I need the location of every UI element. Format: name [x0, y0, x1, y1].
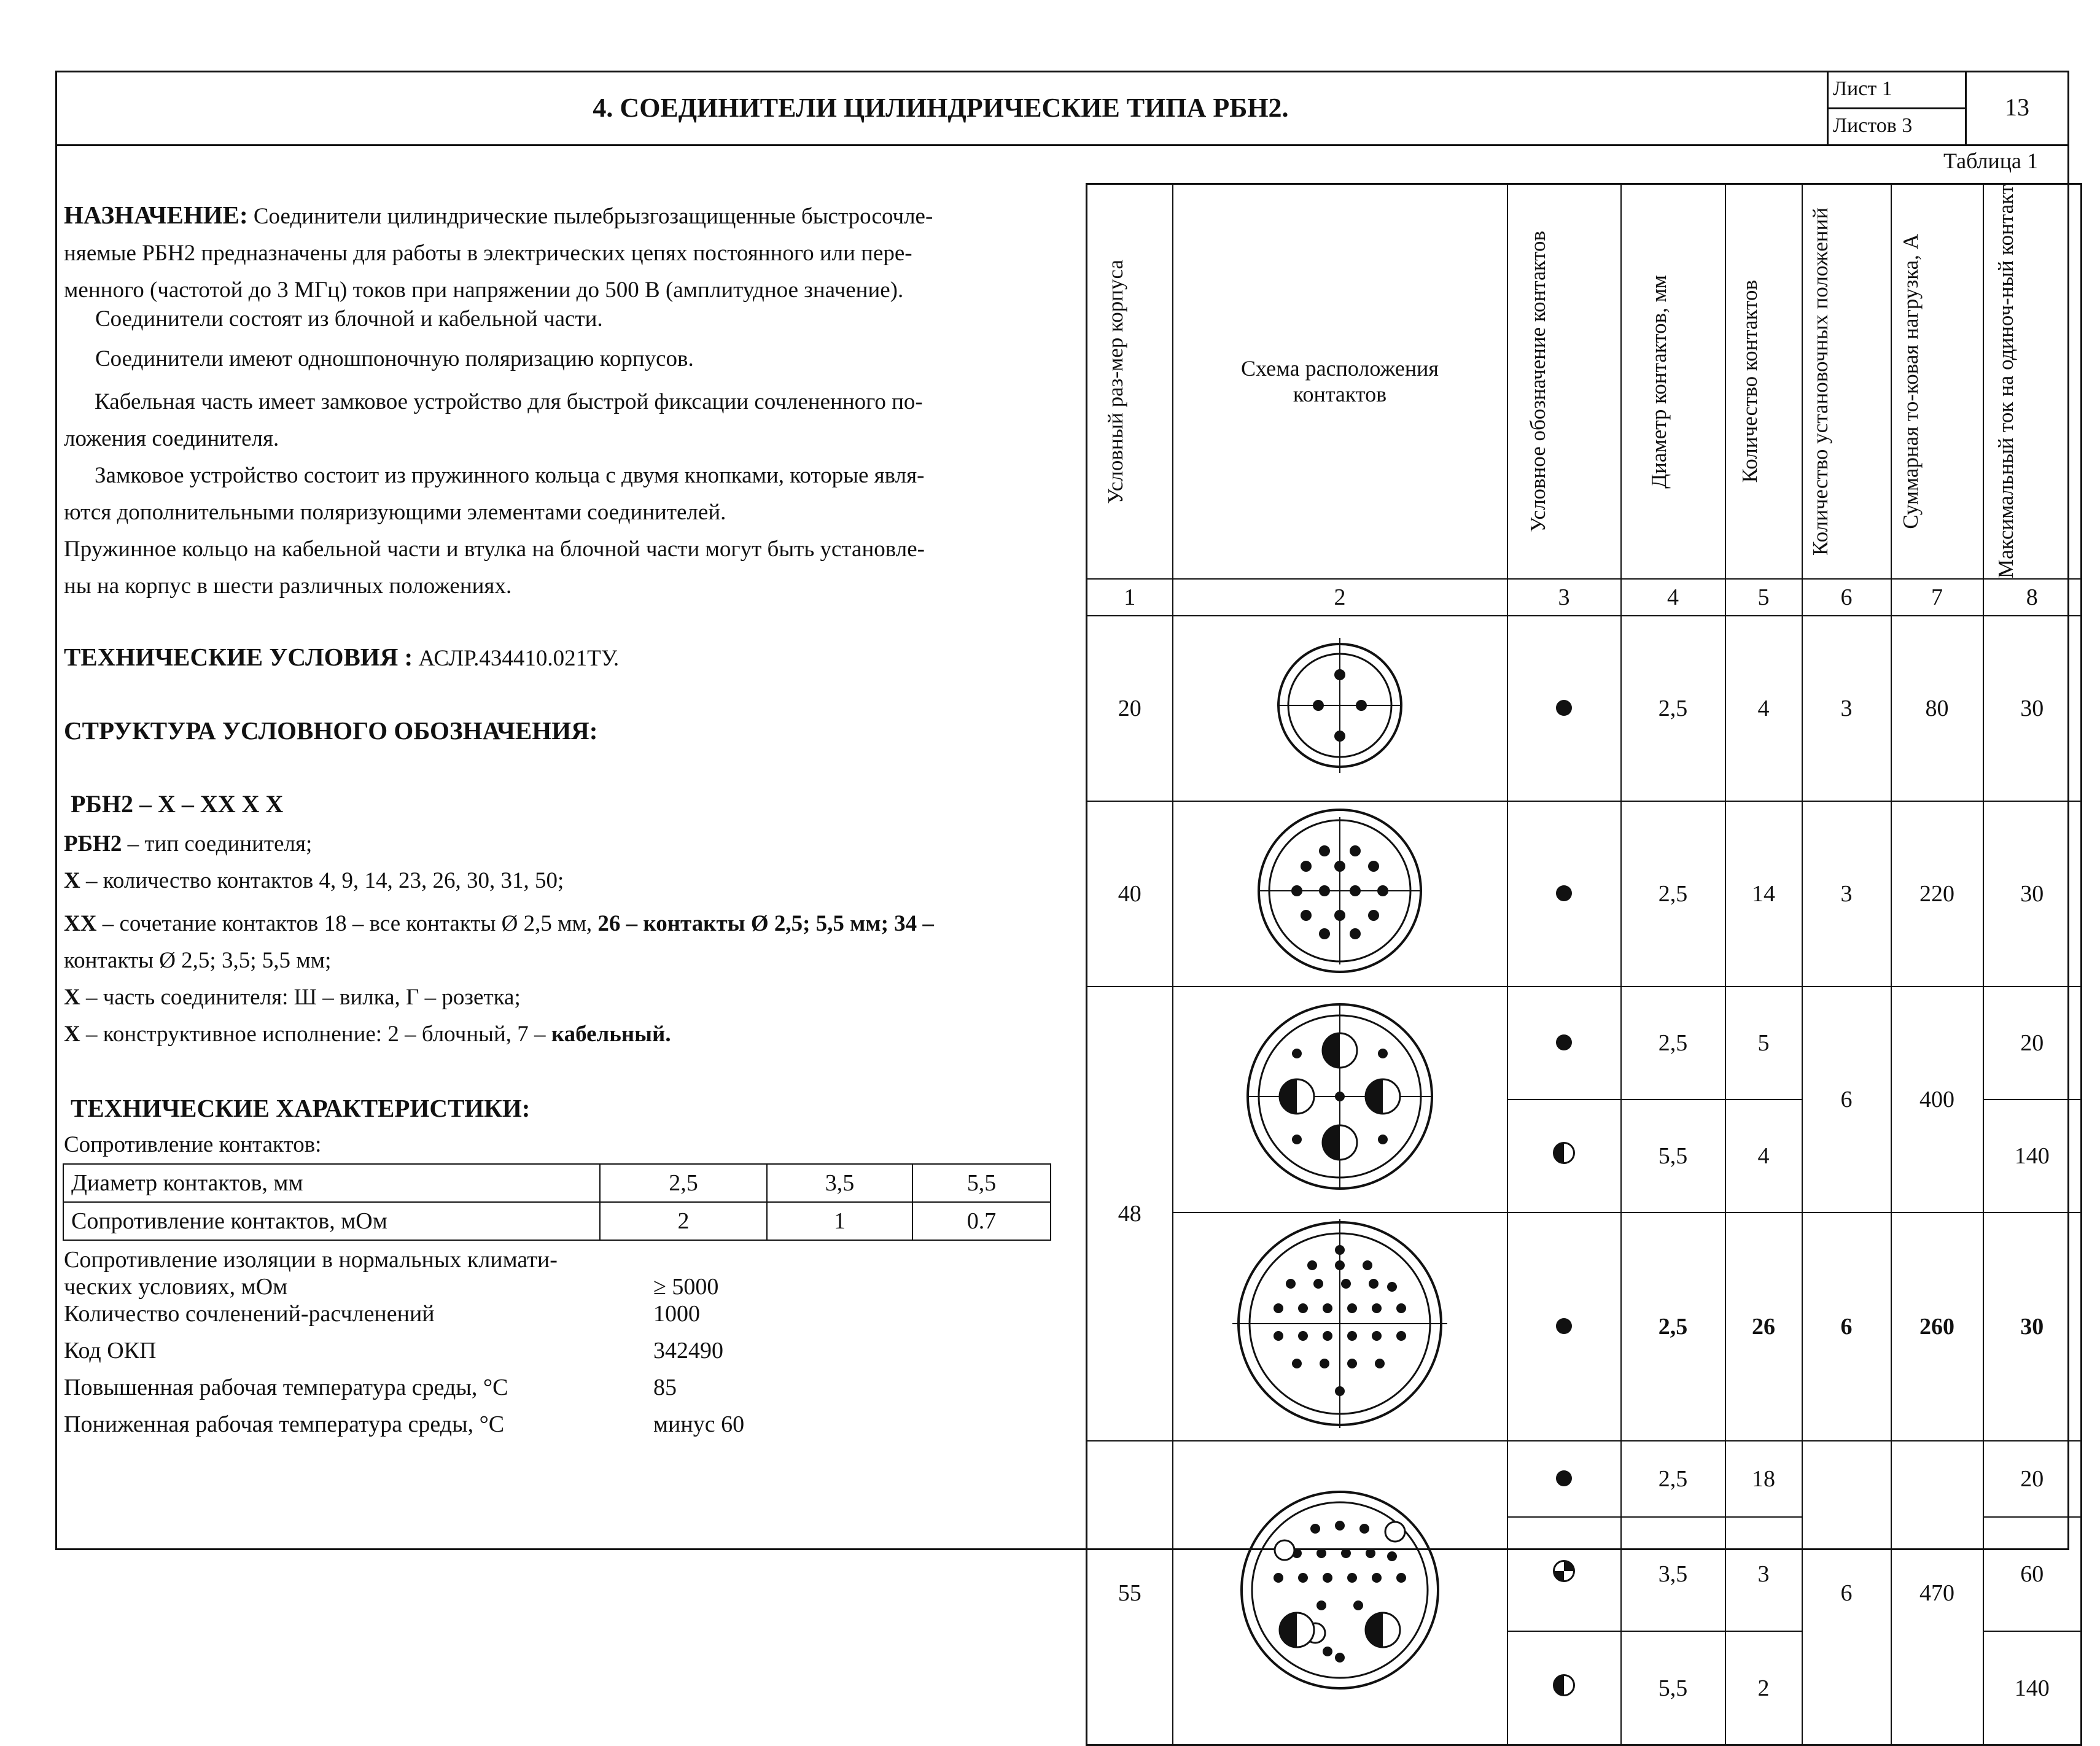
- contact-scheme: [1173, 801, 1507, 987]
- designation-item: [64, 863, 1046, 899]
- purpose-line: няемые РБН2 предназначены для работы в электрических цепях постоянного или пере-: [64, 241, 912, 266]
- column-number: 4: [1621, 579, 1725, 616]
- column-header: Количество контактов: [1737, 280, 1762, 483]
- contact-resistance-label: Сопротивление контактов:: [64, 1132, 322, 1157]
- column-number: 1: [1087, 579, 1173, 616]
- table-cell: 0.7: [912, 1202, 1051, 1240]
- table-header-row: [1087, 184, 2082, 579]
- paragraph: Соединители имеют одношпоночную поляризацию корпусов.: [95, 346, 694, 371]
- diam-cell: 2,5: [1621, 1441, 1725, 1517]
- diam-cell: 3,5: [1621, 1517, 1725, 1631]
- purpose-heading: НАЗНАЧЕНИЕ:: [64, 201, 248, 229]
- count-cell: 14: [1725, 801, 1802, 987]
- paragraph: Соединители состоят из блочной и кабельной части.: [95, 306, 603, 332]
- designation-code: РБН2 – Х – ХХ Х Х: [71, 790, 284, 818]
- quarter-filled-contact-icon: [1553, 1560, 1575, 1582]
- contact-symbol-icon: [1556, 1318, 1572, 1334]
- designation-text: – конструктивное исполнение: 2 – блочный, 7 –: [80, 1022, 546, 1047]
- purpose-block: [64, 196, 1046, 309]
- contact-scheme: [1173, 616, 1507, 801]
- structure-heading: СТРУКТУРА УСЛОВНОГО ОБОЗНАЧЕНИЯ:: [64, 716, 598, 745]
- paragraph: [64, 384, 1046, 457]
- document-title: 4. СОЕДИНИТЕЛИ ЦИЛИНДРИЧЕСКИЕ ТИПА РБН2.: [593, 92, 1289, 123]
- positions-cell: 3: [1802, 616, 1891, 801]
- paragraph-line: ложения соединителя.: [64, 426, 279, 451]
- designation-key: Х: [64, 1022, 80, 1047]
- designation-text: контакты Ø 2,5; 3,5; 5,5 мм;: [64, 948, 332, 973]
- half-filled-contact-icon: [1553, 1142, 1575, 1164]
- scheme-4-contacts: [1272, 638, 1407, 773]
- max-cell: 140: [1983, 1631, 2082, 1745]
- load-cell: 400: [1891, 987, 1983, 1212]
- contact-symbol-icon: [1556, 700, 1572, 716]
- scheme-9-contacts: [1242, 992, 1438, 1201]
- column-number-row: [1087, 579, 2082, 616]
- positions-cell: 6: [1802, 1212, 1891, 1441]
- max-cell: 30: [1983, 801, 2082, 987]
- table-row: [63, 1202, 1051, 1240]
- designation-item: [64, 1016, 1046, 1053]
- count-cell: 26: [1725, 1212, 1802, 1441]
- count-cell: 3: [1725, 1517, 1802, 1631]
- table-cell: Диаметр контактов, мм: [63, 1164, 600, 1202]
- spec-value: минус 60: [653, 1411, 745, 1437]
- designation-text-bold: 26 – контакты Ø 2,5; 5,5 мм; 34 –: [592, 911, 934, 936]
- table-row: [1087, 987, 2082, 1100]
- diam-cell: 2,5: [1621, 987, 1725, 1100]
- designation-text: – часть соединителя: Ш – вилка, Г – розетка;: [80, 985, 521, 1010]
- max-cell: 60: [1983, 1517, 2082, 1631]
- spec-row: [64, 1246, 985, 1300]
- paragraph: [64, 457, 1046, 531]
- designation-item: [64, 979, 1046, 1016]
- column-header: Количество установочных положений: [1808, 207, 1832, 556]
- contact-symbol-icon: [1556, 1470, 1572, 1486]
- spec-row: [64, 1374, 985, 1411]
- contact-symbol-icon: [1556, 1034, 1572, 1050]
- count-cell: 18: [1725, 1441, 1802, 1517]
- half-filled-contact-icon: [1553, 1674, 1575, 1696]
- table-cell: 3,5: [767, 1164, 912, 1202]
- tech-conditions: [64, 638, 1046, 677]
- max-cell: 140: [1983, 1100, 2082, 1212]
- size-cell: 40: [1087, 801, 1173, 987]
- scheme-14-contacts: [1248, 805, 1432, 977]
- column-header: Диаметр контактов, мм: [1647, 274, 1671, 489]
- scheme-26-contacts: [1229, 1216, 1450, 1431]
- paragraph-line: ны на корпус в шести различных положениях.: [64, 573, 512, 599]
- designation-text: – сочетание контактов 18 – все контакты Ø 2,5 мм,: [96, 911, 593, 936]
- spec-value: 342490: [653, 1338, 723, 1364]
- column-header: Максимальный ток на одиноч-ный контакт: [1993, 185, 2018, 578]
- table-cell: 5,5: [912, 1164, 1051, 1202]
- column-number: 5: [1725, 579, 1802, 616]
- size-cell: 55: [1087, 1441, 1173, 1745]
- designation-text: – тип соединителя;: [122, 831, 313, 856]
- paragraph-line: Пружинное кольцо на кабельной части и втулка на блочной части могут быть установле-: [64, 537, 925, 562]
- table-cell: Сопротивление контактов, мОм: [63, 1202, 600, 1240]
- max-cell: 30: [1983, 1212, 2082, 1441]
- column-number: 7: [1891, 579, 1983, 616]
- spec-label: Сопротивление изоляции в нормальных климати-: [64, 1247, 558, 1273]
- tech-conditions-value: АСЛР.434410.021ТУ.: [418, 646, 620, 671]
- positions-cell: 6: [1802, 1441, 1891, 1745]
- positions-cell: 6: [1802, 987, 1891, 1212]
- spec-label: Повышенная рабочая температура среды, °С: [64, 1375, 508, 1400]
- spec-row: [64, 1337, 985, 1374]
- contact-symbol-icon: [1556, 885, 1572, 901]
- characteristics-heading: ТЕХНИЧЕСКИЕ ХАРАКТЕРИСТИКИ:: [71, 1094, 531, 1122]
- load-cell: 260: [1891, 1212, 1983, 1441]
- connector-table: [1086, 183, 2082, 1746]
- size-cell: 48: [1087, 987, 1173, 1441]
- spec-label: ческих условиях, мОм: [64, 1274, 288, 1300]
- table-row: [1087, 616, 2082, 801]
- designation-text-bold: кабельный.: [545, 1022, 671, 1047]
- table-row: [1087, 1441, 2082, 1517]
- spec-value: 1000: [653, 1301, 700, 1327]
- designation-text: – количество контактов 4, 9, 14, 23, 26, 30, 31, 50;: [80, 868, 564, 893]
- table-cell: 2: [600, 1202, 767, 1240]
- column-header: Суммарная то-ковая нагрузка, А: [1899, 234, 1923, 529]
- count-cell: 4: [1725, 616, 1802, 801]
- spec-label: Количество сочленений-расчленений: [64, 1301, 435, 1327]
- spec-list: [64, 1246, 985, 1448]
- diam-cell: 5,5: [1621, 1631, 1725, 1745]
- purpose-line: менного (частотой до 3 МГц) токов при напряжении до 500 В (амплитудное значение).: [64, 277, 904, 303]
- table-row: [1087, 801, 2082, 987]
- max-cell: 20: [1983, 1441, 2082, 1517]
- load-cell: 470: [1891, 1441, 1983, 1745]
- designation-item: [64, 906, 1071, 979]
- column-header: Схема расположения контактов: [1241, 356, 1439, 407]
- column-number: 6: [1802, 579, 1891, 616]
- contact-scheme: [1173, 1212, 1507, 1441]
- column-number: 3: [1507, 579, 1621, 616]
- table-row: [1087, 1212, 2082, 1441]
- count-cell: 4: [1725, 1100, 1802, 1212]
- max-cell: 30: [1983, 616, 2082, 801]
- table-cell: 1: [767, 1202, 912, 1240]
- positions-cell: 3: [1802, 801, 1891, 987]
- paragraph-line: Замковое устройство состоит из пружинного кольца с двумя кнопками, которые явля-: [95, 463, 925, 488]
- sheet-label: Лист 1: [1833, 77, 1892, 100]
- max-cell: 20: [1983, 987, 2082, 1100]
- diam-cell: 2,5: [1621, 1212, 1725, 1441]
- contact-scheme: [1173, 987, 1507, 1212]
- scheme-23-contacts: [1235, 1486, 1444, 1694]
- paragraph-line: Кабельная часть имеет замковое устройство для быстрой фиксации сочлененного по-: [95, 389, 923, 414]
- table-caption: Таблица 1: [1943, 149, 2038, 173]
- count-cell: 2: [1725, 1631, 1802, 1745]
- column-number: 8: [1983, 579, 2082, 616]
- paragraph-line: ются дополнительными поляризующими элементами соединителей.: [64, 500, 726, 525]
- diam-cell: 2,5: [1621, 616, 1725, 801]
- spec-label: Код ОКП: [64, 1338, 157, 1364]
- count-cell: 5: [1725, 987, 1802, 1100]
- diam-cell: 2,5: [1621, 801, 1725, 987]
- page-number: 13: [2005, 93, 2029, 121]
- spec-label: Пониженная рабочая температура среды, °С: [64, 1411, 505, 1437]
- spec-value: ≥ 5000: [653, 1274, 719, 1300]
- spec-row: [64, 1411, 985, 1448]
- table-row: [63, 1164, 1051, 1202]
- table-cell: 2,5: [600, 1164, 767, 1202]
- sheets-count-label: Листов 3: [1833, 114, 1913, 137]
- column-header: Условное обозначение контактов: [1525, 230, 1550, 532]
- designation-key: ХХ: [64, 911, 97, 936]
- spec-value: 85: [653, 1375, 677, 1400]
- resistance-table: [63, 1163, 1051, 1241]
- designation-key: РБН2: [64, 831, 122, 856]
- designation-key: Х: [64, 985, 80, 1010]
- spec-row: [64, 1300, 985, 1337]
- size-cell: 20: [1087, 616, 1173, 801]
- load-cell: 220: [1891, 801, 1983, 987]
- column-header: Условный раз-мер корпуса: [1103, 259, 1128, 504]
- diam-cell: 5,5: [1621, 1100, 1725, 1212]
- tech-conditions-heading: ТЕХНИЧЕСКИЕ УСЛОВИЯ :: [64, 643, 413, 671]
- designation-key: Х: [64, 868, 80, 893]
- purpose-line: Соединители цилиндрические пылебрызгозащищенные быстросочле-: [253, 204, 933, 229]
- designation-item: [64, 826, 1046, 863]
- paragraph: [64, 531, 1046, 605]
- column-number: 2: [1173, 579, 1507, 616]
- load-cell: 80: [1891, 616, 1983, 801]
